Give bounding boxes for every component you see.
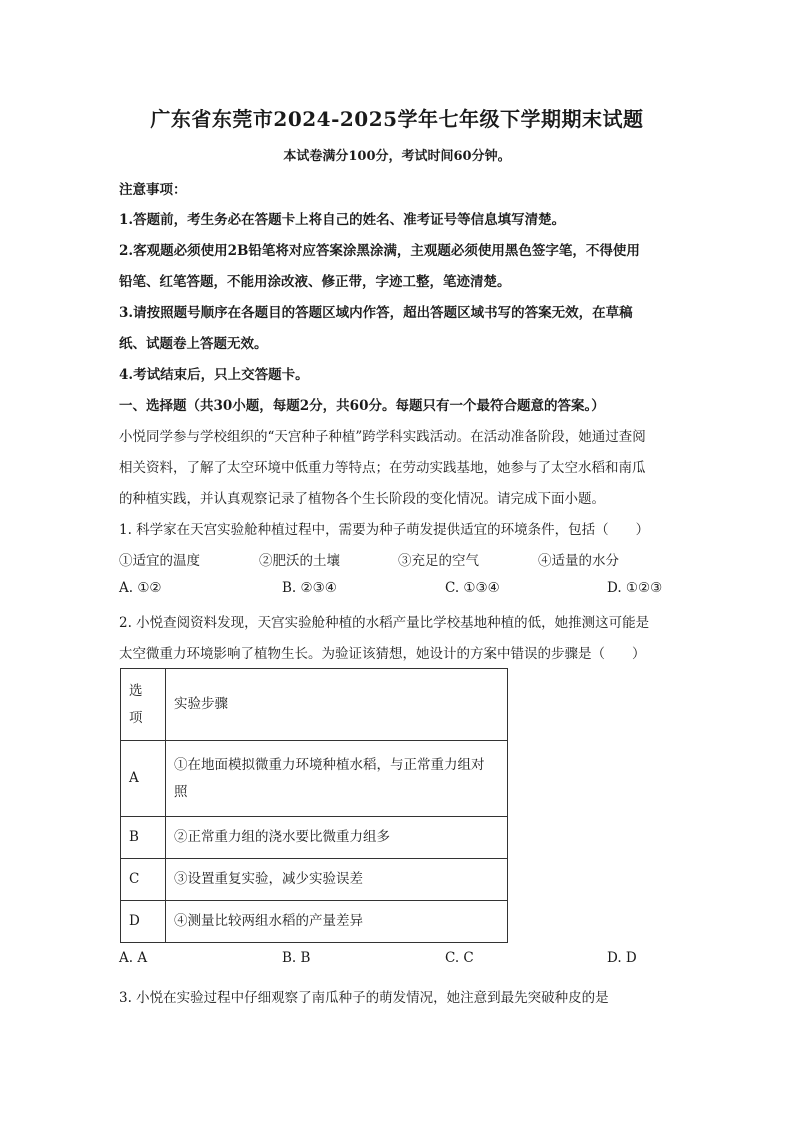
table-header-steps: 实验步骤: [174, 696, 228, 712]
table-cell: B: [121, 817, 166, 859]
answer-option[interactable]: A. ①②: [119, 580, 162, 596]
step-text: ①在地面模拟微重力环境种植水稻，与正常重力组对 照: [174, 756, 485, 800]
table-header-row: [121, 669, 508, 741]
condition-item: ④适量的水分: [538, 553, 619, 569]
table-cell: ④测量比较两组水稻的产量差异: [166, 901, 508, 943]
table-row: [121, 859, 508, 901]
exam-info: 本试卷满分100分，考试时间60分钟。: [283, 149, 511, 164]
table-row: [121, 817, 508, 859]
table-cell: [166, 741, 508, 817]
table-header-cell: [166, 669, 508, 741]
experiment-steps-table: [120, 668, 508, 943]
section-heading: 一、选择题（共30小题，每题2分，共60分。每题只有一个最符合题意的答案。）: [119, 398, 605, 414]
answer-option[interactable]: D. ①②③: [607, 580, 663, 596]
notice-heading: 注意事项：: [119, 182, 187, 198]
answer-option[interactable]: C. ①③④: [445, 580, 500, 596]
table-cell: D: [121, 901, 166, 943]
table-cell: ③设置重复实验，减少实验误差: [166, 859, 508, 901]
table-header-option: 选 项: [129, 682, 143, 726]
table-cell: ②正常重力组的浇水要比微重力组多: [166, 817, 508, 859]
table-row: [121, 901, 508, 943]
answer-option[interactable]: A. A: [119, 950, 148, 966]
notice-item: 1.答题前，考生务必在答题卡上将自己的姓名、准考证号等信息填写清楚。: [119, 212, 566, 228]
notice-item: 3.请按照题号顺序在各题目的答题区域内作答，超出答题区域书写的答案无效，在草稿: [119, 305, 633, 321]
answer-option[interactable]: D. D: [607, 950, 637, 966]
notice-item: 4.考试结束后，只上交答题卡。: [119, 367, 309, 383]
question-2-stem: 太空微重力环境影响了植物生长。为验证该猜想，她设计的方案中错误的步骤是（ ）: [119, 646, 646, 662]
answer-option[interactable]: B. B: [282, 950, 311, 966]
question-2-stem: 2. 小悦查阅资料发现，天宫实验舱种植的水稻产量比学校基地种植的低，她推测这可能是: [119, 615, 650, 631]
answer-option[interactable]: B. ②③④: [282, 580, 337, 596]
context-paragraph: 的种植实践，并认真观察记录了植物各个生长阶段的变化情况。请完成下面小题。: [119, 491, 605, 507]
notice-item: 纸、试题卷上答题无效。: [119, 336, 268, 352]
condition-item: ②肥沃的土壤: [259, 553, 340, 569]
notice-item: 铅笔、红笔答题，不能用涂改液、修正带，字迹工整，笔迹清楚。: [119, 274, 511, 290]
condition-item: ③充足的空气: [398, 553, 479, 569]
notice-item: 2.客观题必须使用2B铅笔将对应答案涂黑涂满，主观题必须使用黑色签字笔，不得使用: [119, 243, 640, 259]
page-title: 广东省东莞市2024-2025学年七年级下学期期末试题: [150, 107, 644, 131]
table-header-cell: [121, 669, 166, 741]
context-paragraph: 相关资料，了解了太空环境中低重力等特点；在劳动实践基地，她参与了太空水稻和南瓜: [119, 460, 646, 476]
table-row: [121, 741, 508, 817]
table-cell: C: [121, 859, 166, 901]
context-paragraph: 小悦同学参与学校组织的“天宫种子种植”跨学科实践活动。在活动准备阶段，她通过查阅: [119, 429, 646, 445]
table-cell: A: [121, 741, 166, 817]
answer-option[interactable]: C. C: [445, 950, 474, 966]
question-3-stem: 3. 小悦在实验过程中仔细观察了南瓜种子的萌发情况，她注意到最先突破种皮的是: [119, 990, 609, 1006]
condition-item: ①适宜的温度: [119, 553, 200, 569]
question-1-stem: 1. 科学家在天宫实验舱种植过程中，需要为种子萌发提供适宜的环境条件，包括（ ）: [119, 522, 650, 538]
